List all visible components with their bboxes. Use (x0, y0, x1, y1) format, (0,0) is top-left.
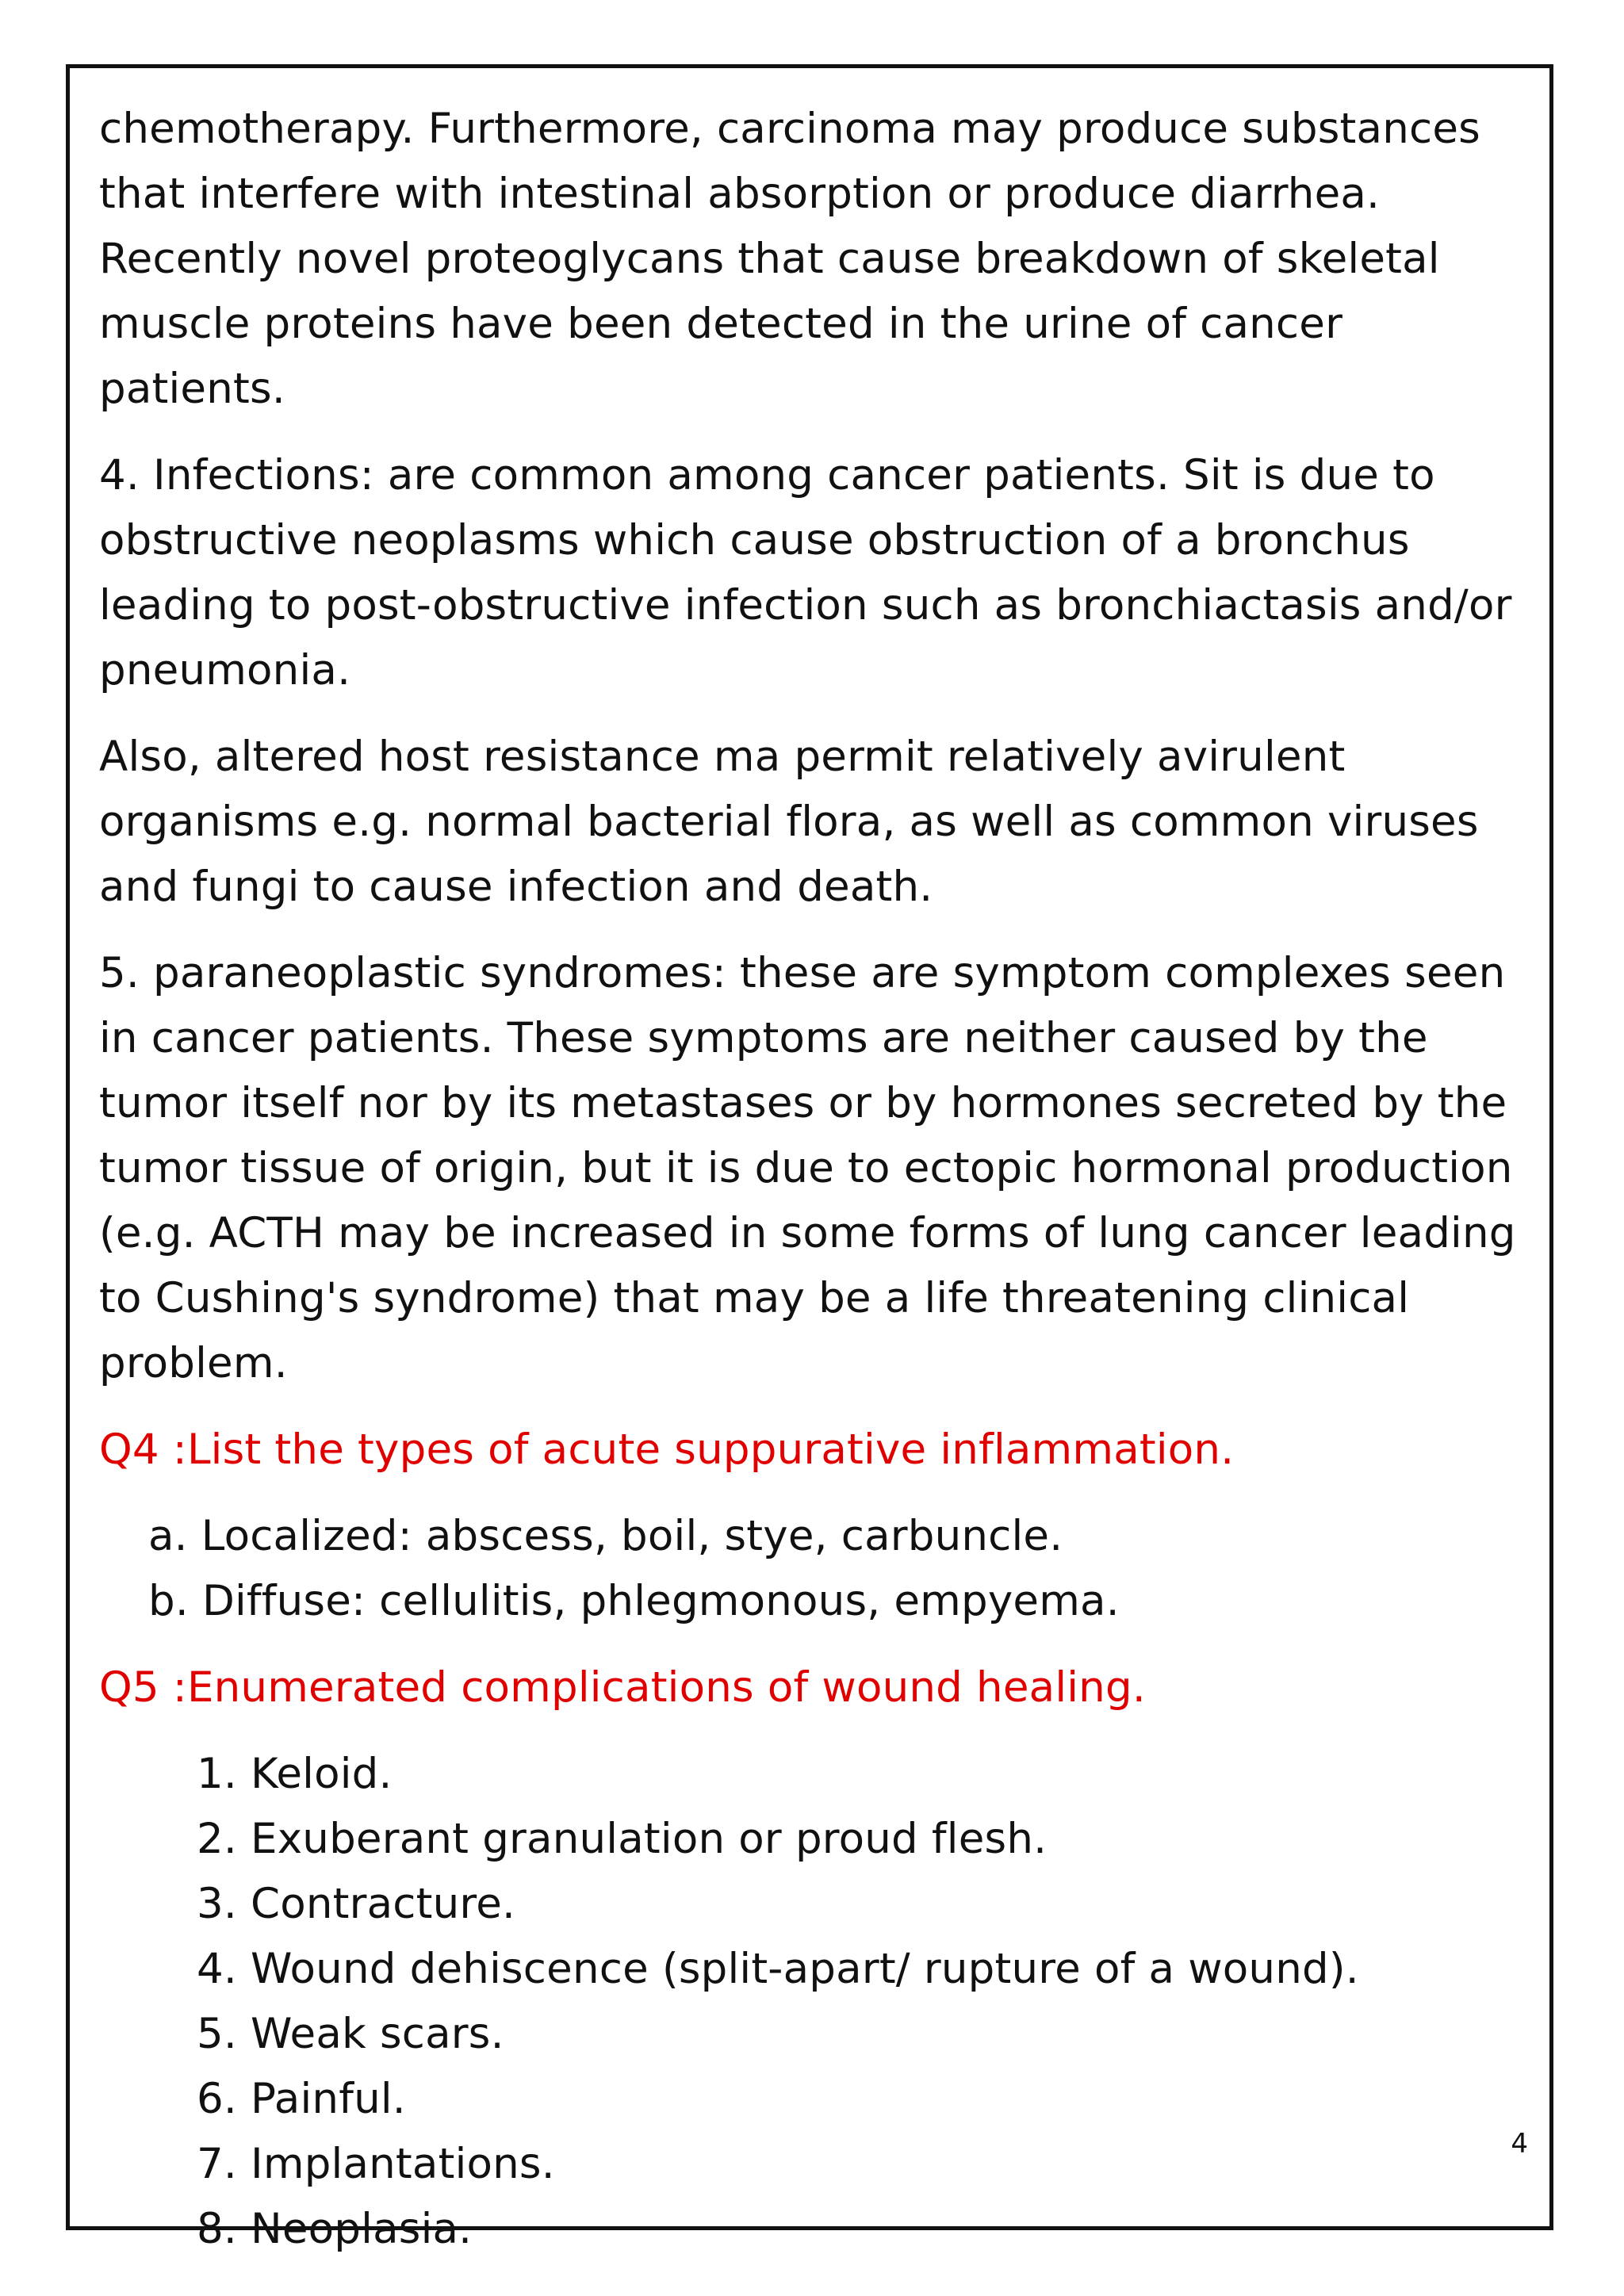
page-number: 4 (1511, 2128, 1528, 2160)
list-marker: 1. (197, 1750, 237, 1798)
list-item (197, 2002, 1526, 2067)
list-item-text: Weak scars. (251, 2010, 504, 2058)
list-item (197, 1872, 1526, 1937)
suppurative-types-list (99, 1504, 1526, 1634)
page-content (99, 97, 1526, 2262)
list-marker: b. (148, 1577, 189, 1625)
paragraph-continuation: chemotherapy. Furthermore, carcinoma may produce substances that interfere with intestinal absorption or produce diarrhea. Recently novel proteoglycans that cause breakdown of skeletal muscle proteins have been detected in the urine of cancer patients. (99, 105, 1480, 413)
list-item (148, 1569, 1526, 1634)
list-marker: 2. (197, 1815, 237, 1863)
paragraph-paraneoplastic: 5. paraneoplastic syndromes: these are symptom complexes seen in cancer patients. These symptoms are neither caused by the tumor itself nor by its metastases or by hormones secreted by the tumor tissue of origin, but it is due to ectopic hormonal production (e.g. ACTH may be increased in some forms of lung cancer leading to Cushing's syndrome) that may be a life threatening clinical problem. (99, 949, 1516, 1387)
list-item-text: Contracture. (251, 1880, 516, 1928)
list-marker: 4. (197, 1945, 237, 1993)
list-item-text: Implantations. (251, 2140, 555, 2188)
list-item (197, 1807, 1526, 1872)
list-marker: 8. (197, 2205, 237, 2253)
list-marker: a. (148, 1512, 188, 1560)
paragraph-host-resistance: Also, altered host resistance ma permit relatively avirulent organisms e.g. normal bacterial flora, as well as common viruses and fungi to cause infection and death. (99, 733, 1479, 911)
list-item (197, 1937, 1526, 2002)
list-item (197, 2197, 1526, 2262)
question-4-heading: Q4 :List the types of acute suppurative inflammation. (99, 1425, 1235, 1474)
list-item-text: Neoplasia. (251, 2205, 473, 2253)
list-marker: 6. (197, 2075, 237, 2123)
list-marker: 5. (197, 2010, 237, 2058)
list-item-text: Localized: abscess, boil, stye, carbuncle. (201, 1512, 1063, 1560)
list-item-text: Exuberant granulation or proud flesh. (251, 1815, 1048, 1863)
list-marker: 3. (197, 1880, 237, 1928)
list-item (197, 2132, 1526, 2197)
list-item (197, 1742, 1526, 1807)
list-item-text: Painful. (251, 2075, 406, 2123)
paragraph-infections: 4. Infections: are common among cancer patients. Sit is due to obstructive neoplasms which cause obstruction of a bronchus leading to post-obstructive infection such as bronchiactasis and/or pneumonia. (99, 451, 1512, 695)
wound-complications-list (99, 1742, 1526, 2262)
list-item (148, 1504, 1526, 1569)
list-item-text: Wound dehiscence (split-apart/ rupture of a wound). (251, 1945, 1359, 1993)
list-item-text: Diffuse: cellulitis, phlegmonous, empyema. (201, 1577, 1120, 1625)
list-marker: 7. (197, 2140, 237, 2188)
list-item-text: Keloid. (251, 1750, 393, 1798)
question-5-heading: Q5 :Enumerated complications of wound healing. (99, 1663, 1146, 1712)
list-item (197, 2067, 1526, 2132)
